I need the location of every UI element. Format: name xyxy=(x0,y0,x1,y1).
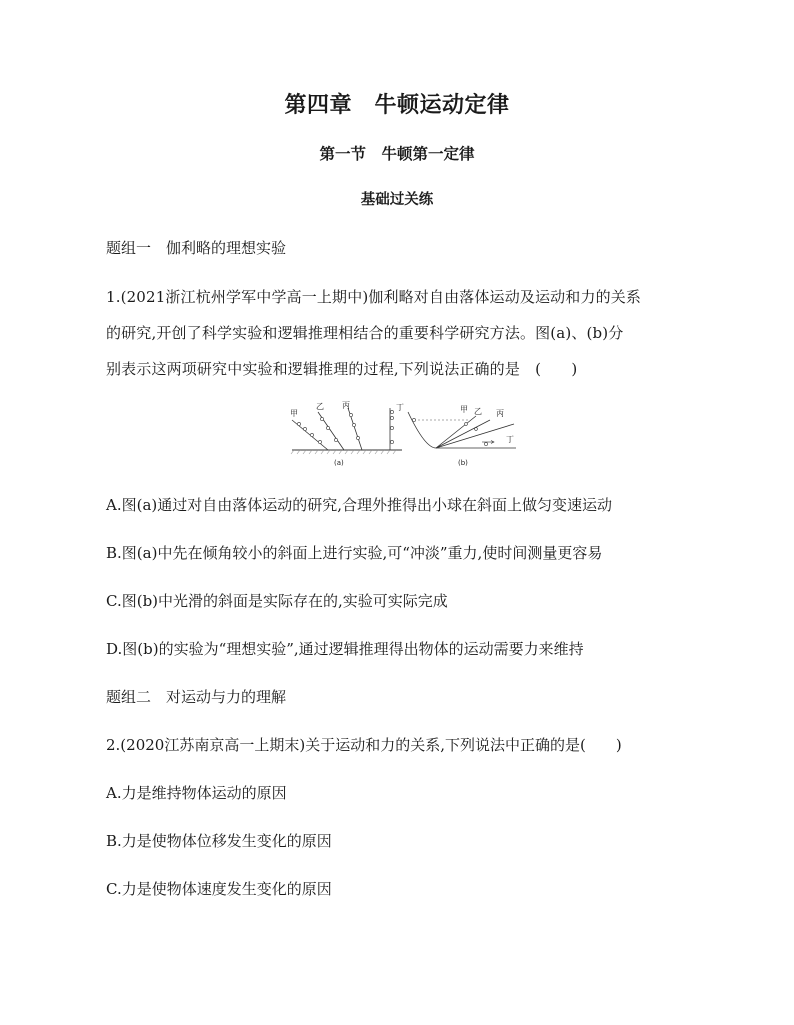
fig-a-label-yi: 乙 xyxy=(316,402,324,411)
fig-b-label-ding: 丁 xyxy=(506,435,514,444)
question1-line3: 别表示这两项研究中实验和逻辑推理的过程,下列说法正确的是 ( ) xyxy=(106,360,578,378)
question1-option-c: C.图(b)中光滑的斜面是实际存在的,实验可实际完成 xyxy=(106,592,448,610)
fig-b-label-yi: 乙 xyxy=(474,407,482,416)
section-title: 第一节 牛顿第一定律 xyxy=(319,144,475,163)
figure-b xyxy=(408,405,516,467)
question2-stem: 2.(2020江苏南京高一上期末)关于运动和力的关系,下列说法中正确的是( ) xyxy=(106,736,622,754)
question2-option-c: C.力是使物体速度发生变化的原因 xyxy=(106,880,332,898)
group2-heading: 题组二 对运动与力的理解 xyxy=(106,688,287,706)
question1-option-b: B.图(a)中先在倾角较小的斜面上进行实验,可“冲淡”重力,使时间测量更容易 xyxy=(106,544,603,562)
question2-option-a: A.力是维持物体运动的原因 xyxy=(106,784,287,802)
fig-a-label-ding: 丁 xyxy=(396,403,404,412)
fig-b-label-jia: 甲 xyxy=(460,405,468,414)
fig-a-caption: (a) xyxy=(334,459,344,467)
exercise-subtitle: 基础过关练 xyxy=(360,191,434,208)
fig-a-label-bing: 丙 xyxy=(342,401,350,410)
fig-b-caption: (b) xyxy=(458,459,468,467)
question1-line2: 的研究,开创了科学实验和逻辑推理相结合的重要科学研究方法。图(a)、(b)分 xyxy=(106,324,624,342)
galileo-experiment-figure xyxy=(290,398,520,474)
question2-option-b: B.力是使物体位移发生变化的原因 xyxy=(106,832,332,850)
figure-svg xyxy=(290,398,520,474)
fig-a-label-jia: 甲 xyxy=(290,409,298,418)
chapter-title: 第四章 牛顿运动定律 xyxy=(284,92,510,118)
question1-option-a: A.图(a)通过对自由落体运动的研究,合理外推得出小球在斜面上做匀变速运动 xyxy=(106,496,613,514)
figure-a xyxy=(290,401,404,467)
question1-option-d: D.图(b)的实验为“理想实验”,通过逻辑推理得出物体的运动需要力来维持 xyxy=(106,640,584,658)
group1-heading: 题组一 伽利略的理想实验 xyxy=(106,239,287,257)
question1-line1: 1.(2021浙江杭州学军中学高一上期中)伽利略对自由落体运动及运动和力的关系 xyxy=(106,288,642,306)
fig-b-label-bing: 丙 xyxy=(496,409,504,418)
